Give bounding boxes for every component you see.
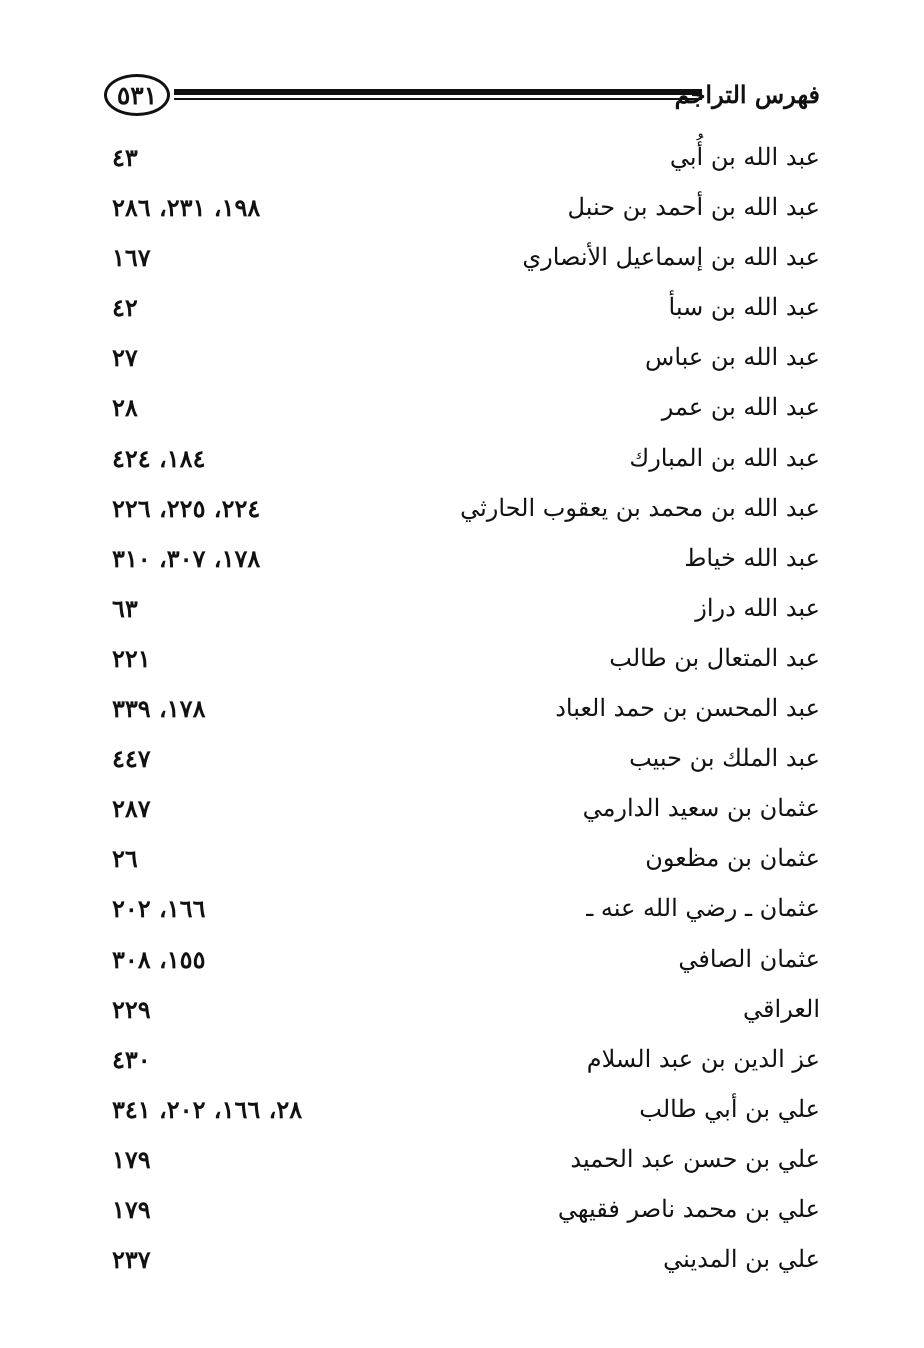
entry-pages: ١٧٨، ٣٣٩ <box>112 694 206 724</box>
entry-name: عبد الله بن محمد بن يعقوب الحارثي <box>460 493 820 522</box>
index-entry <box>112 1137 820 1187</box>
entry-name: عبد الملك بن حبيب <box>629 744 820 773</box>
entry-name: عبد الله بن أُبي <box>669 143 820 171</box>
index-entry <box>112 987 820 1037</box>
entry-name: عز الدين بن عبد السلام <box>586 1044 820 1073</box>
index-entry <box>112 536 820 586</box>
entry-name: عبد الله بن عباس <box>645 343 820 372</box>
entry-name: عبد المتعال بن طالب <box>609 643 820 672</box>
entry-pages: ٢٢٩ <box>112 994 151 1024</box>
index-entry <box>112 786 820 836</box>
entry-name: عبد الله بن المبارك <box>629 443 820 472</box>
entry-name: عبد الله بن سبأ <box>668 293 820 322</box>
entry-pages: ١٧٩ <box>112 1144 151 1174</box>
entry-pages: ٤٣ <box>112 143 138 172</box>
entry-pages: ٤٢ <box>112 293 138 323</box>
entry-name: عبد الله دراز <box>695 593 820 622</box>
entry-pages: ٢٢٤، ٢٢٥، ٢٢٦ <box>112 493 261 523</box>
entry-pages: ١٦٦، ٢٠٢ <box>112 894 206 924</box>
entry-pages: ٢٢١ <box>112 643 151 673</box>
header-rule <box>174 89 702 100</box>
page-number: ٥٣١ <box>104 74 170 116</box>
entry-name: عثمان ـ رضي الله عنه ـ <box>586 894 820 923</box>
index-entry <box>112 285 820 335</box>
index-entry <box>112 486 820 536</box>
index-entry <box>112 1087 820 1137</box>
entry-pages: ٦٣ <box>112 593 138 623</box>
index-entry <box>112 335 820 385</box>
entry-name: عبد الله خياط <box>684 543 820 572</box>
index-entry <box>112 836 820 886</box>
index-entry <box>112 937 820 987</box>
index-list <box>112 135 820 1287</box>
entry-pages: ١٧٩ <box>112 1194 151 1224</box>
index-entry <box>112 185 820 235</box>
entry-name: العراقي <box>743 994 820 1023</box>
entry-name: عثمان بن مظعون <box>645 844 820 873</box>
entry-name: عثمان بن سعيد الدارمي <box>582 794 820 823</box>
entry-pages: ١٦٧ <box>112 243 151 273</box>
entry-pages: ٤٤٧ <box>112 744 151 774</box>
entry-name: عبد الله بن إسماعيل الأنصاري <box>522 243 820 272</box>
index-entry <box>112 636 820 686</box>
index-entry <box>112 1037 820 1087</box>
entry-pages: ٢٨٧ <box>112 794 151 824</box>
entry-name: علي بن أبي طالب <box>639 1094 820 1123</box>
entry-pages: ١٨٤، ٤٢٤ <box>112 443 206 473</box>
entry-pages: ٢٧ <box>112 343 138 373</box>
index-entry <box>112 1187 820 1237</box>
entry-pages: ١٥٥، ٣٠٨ <box>112 944 206 974</box>
index-entry <box>112 385 820 435</box>
index-entry <box>112 436 820 486</box>
page-header <box>104 72 820 124</box>
entry-name: عبد الله بن أحمد بن حنبل <box>567 193 820 222</box>
entry-pages: ١٩٨، ٢٣١، ٢٨٦ <box>112 193 261 223</box>
entry-pages: ٢٨، ١٦٦، ٢٠٢، ٣٤١ <box>112 1094 303 1124</box>
entry-pages: ١٧٨، ٣٠٧، ٣١٠ <box>112 543 261 573</box>
running-title: فهرس التراجم <box>674 80 820 109</box>
entry-name: علي بن حسن عبد الحميد <box>570 1144 820 1173</box>
entry-pages: ٢٣٧ <box>112 1245 151 1275</box>
entry-name: عثمان الصافي <box>678 944 820 973</box>
index-entry <box>112 1237 820 1287</box>
index-entry <box>112 686 820 736</box>
index-entry <box>112 235 820 285</box>
entry-name: علي بن محمد ناصر فقيهي <box>557 1194 820 1223</box>
index-entry <box>112 135 820 185</box>
entry-name: عبد الله بن عمر <box>661 393 820 422</box>
entry-pages: ٤٣٠ <box>112 1044 151 1074</box>
entry-pages: ٢٨ <box>112 393 138 423</box>
index-entry <box>112 886 820 936</box>
entry-name: عبد المحسن بن حمد العباد <box>555 694 820 723</box>
entry-pages: ٢٦ <box>112 844 138 874</box>
index-entry <box>112 736 820 786</box>
index-entry <box>112 586 820 636</box>
entry-name: علي بن المديني <box>663 1245 820 1274</box>
